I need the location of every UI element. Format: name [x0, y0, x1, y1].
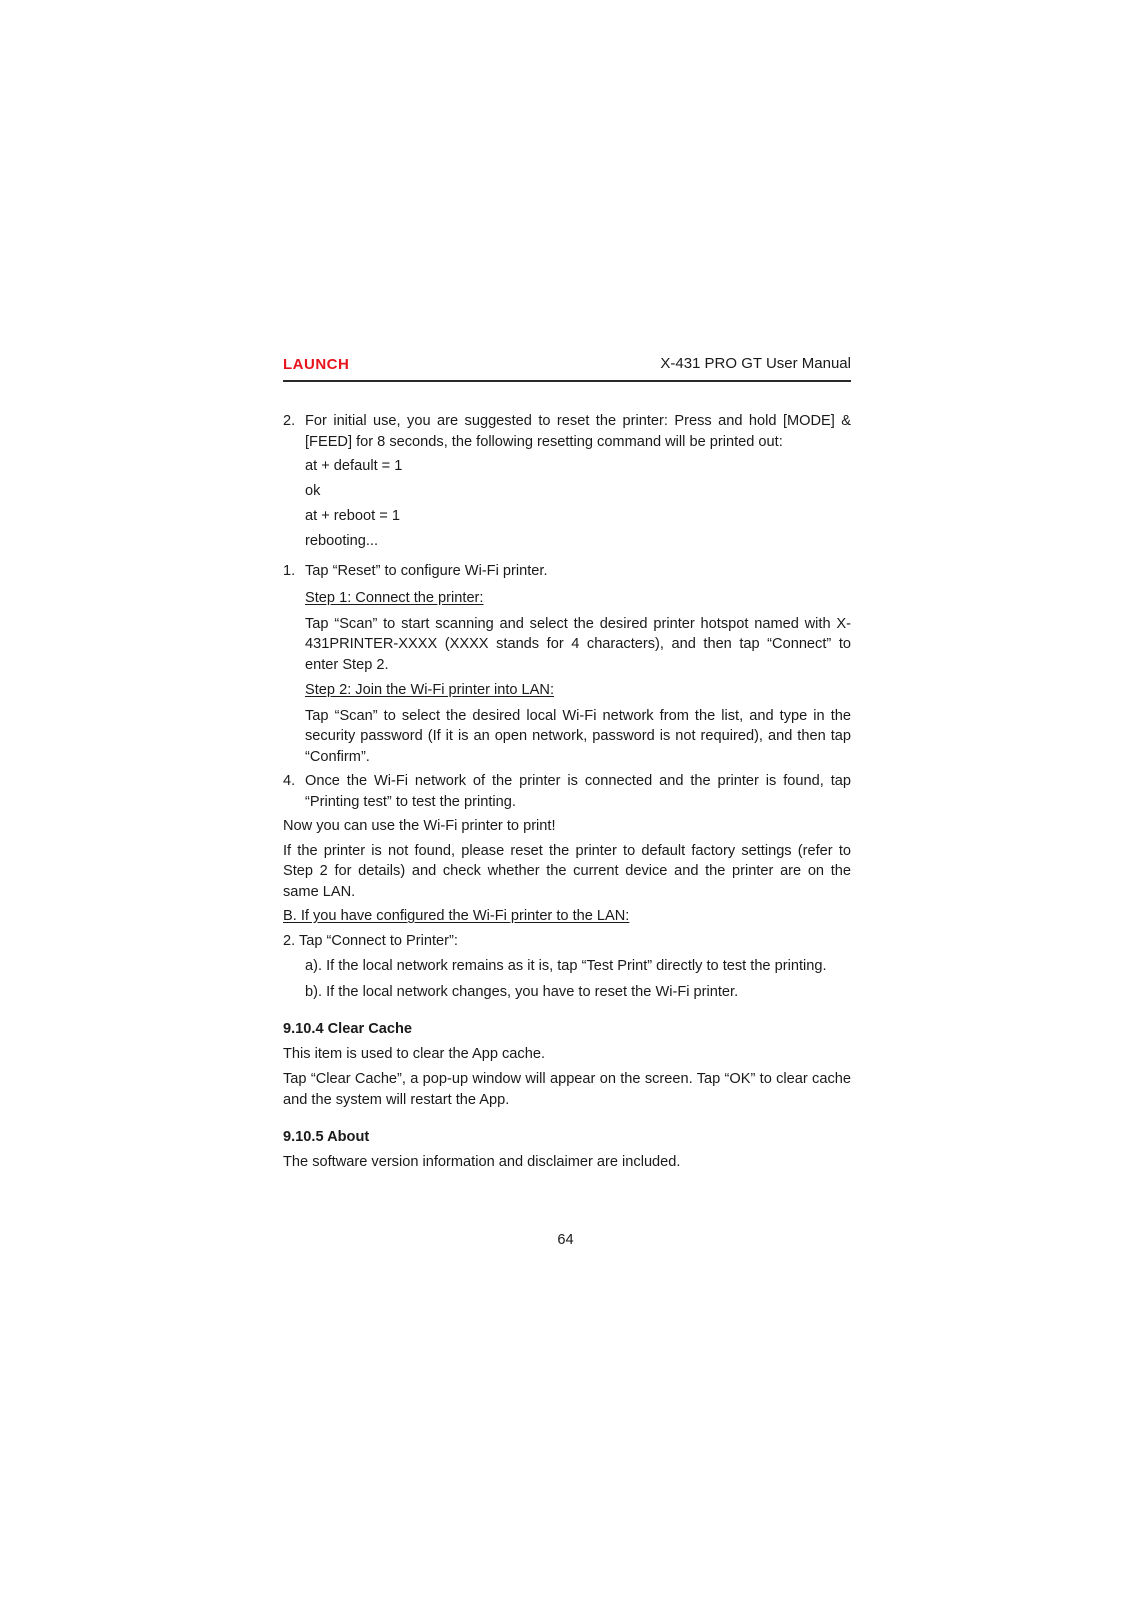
- list-item-tap-reset: [283, 561, 851, 582]
- clear-cache-text-1: This item is used to clear the App cache.: [283, 1045, 546, 1062]
- option-b-text: b). If the local network changes, you have to reset the Wi-Fi printer.: [305, 983, 739, 1000]
- list-number: 4.: [283, 773, 296, 789]
- step1-title-text: Step 1: Connect the printer:: [305, 590, 484, 606]
- step2-title: [283, 680, 851, 701]
- page-number: 64: [557, 1232, 574, 1248]
- command-line: ok: [305, 483, 321, 499]
- list-item-printing-test: [283, 771, 851, 812]
- tap-connect-text: 2. Tap “Connect to Printer”:: [283, 932, 458, 949]
- step2-text: Tap “Scan” to select the desired local Wi-Fi network from the list, and type in the security password (If it is an open network, password is not required), and then tap “Confirm”.: [305, 707, 851, 765]
- about-text: The software version information and disclaimer are included.: [283, 1153, 681, 1170]
- list-item-reset-printer: [283, 411, 851, 452]
- manual-title: X-431 PRO GT User Manual: [660, 355, 851, 372]
- list-item-text: For initial use, you are suggested to reset the printer: Press and hold [MODE] & [FEED] for 8 seconds, the following resetting command will be printed out:: [305, 413, 851, 450]
- command-line: rebooting...: [305, 533, 379, 549]
- step2-title-text: Step 2: Join the Wi-Fi printer into LAN:: [305, 682, 555, 698]
- brand-logo: LAUNCH: [283, 356, 350, 373]
- list-item-text: Tap “Reset” to configure Wi-Fi printer.: [305, 562, 548, 579]
- command-line: at + default = 1: [305, 458, 403, 474]
- page-content: [283, 411, 851, 1172]
- step1-text: Tap “Scan” to start scanning and select the desired printer hotspot named with X-431PRINTER-XXXX (XXXX stands for 4 characters), and then tap “Connect” to enter Step 2.: [305, 615, 851, 673]
- about-heading: 9.10.5 About: [283, 1129, 370, 1145]
- step1-title: [283, 588, 851, 609]
- page-header: [283, 356, 851, 382]
- option-a-text: a). If the local network remains as it is, tap “Test Print” directly to test the printing.: [305, 958, 827, 974]
- command-line: at + reboot = 1: [305, 508, 400, 524]
- list-number: 1.: [283, 562, 296, 579]
- section-b-title: [283, 906, 851, 927]
- paragraph-not-found: If the printer is not found, please reset the printer to default factory settings (refer to Step 2 for details) and check whether the current device and the printer are on the same LAN.: [283, 842, 851, 900]
- paragraph-now-print: Now you can use the Wi-Fi printer to print!: [283, 818, 556, 834]
- clear-cache-text-2: Tap “Clear Cache”, a pop-up window will appear on the screen. Tap “OK” to clear cache and the system will restart the App.: [283, 1071, 851, 1108]
- list-number: 2.: [283, 413, 296, 429]
- section-b-title-text: B. If you have configured the Wi-Fi printer to the LAN:: [283, 908, 630, 924]
- list-item-text: Once the Wi-Fi network of the printer is connected and the printer is found, tap “Printing test” to test the printing.: [305, 773, 851, 810]
- clear-cache-heading: 9.10.4 Clear Cache: [283, 1021, 412, 1037]
